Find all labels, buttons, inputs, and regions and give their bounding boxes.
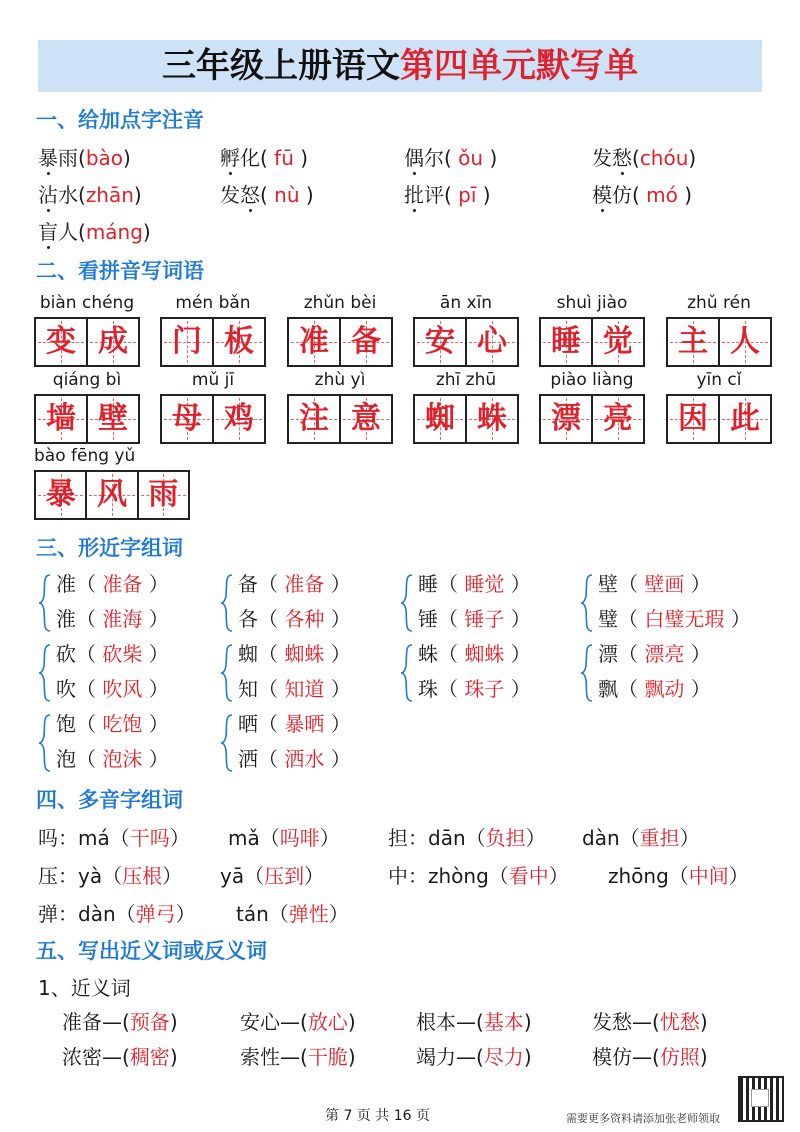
char-cell: 主 (668, 319, 718, 365)
char-cell: 雨 (137, 472, 188, 518)
similar-char-line: 飘（ 飘动 ） (598, 677, 711, 701)
similar-char-line: 饱（ 吃饱 ） (56, 712, 169, 736)
similar-char-group (400, 568, 580, 638)
pinyin: shuì jiào (556, 293, 628, 313)
char-cell: 注 (289, 396, 339, 442)
similar-char-line: 璧（ 白璧无瑕 ） (598, 607, 751, 631)
similar-char-line: 砍（ 砍柴 ） (56, 642, 169, 666)
char-cell: 暴 (36, 472, 85, 518)
synonym-item: 安心—(放心) (240, 1010, 356, 1034)
polyphone-item: mǎ（吗啡） (228, 826, 340, 850)
polyphone-item: yā（压到） (220, 864, 325, 888)
word-box (413, 293, 519, 367)
char-cell: 蛛 (465, 396, 517, 442)
word-box (287, 370, 393, 444)
brace-icon (38, 644, 52, 702)
word-box (539, 293, 645, 367)
char-cell: 风 (85, 472, 136, 518)
char-cell: 成 (86, 319, 138, 365)
polyphone-item: 弹：dàn（弹弓） (38, 902, 196, 926)
word-box (539, 370, 645, 444)
phonetic-item: 发愁(chóu) (592, 146, 697, 170)
brace-icon (220, 574, 234, 632)
char-cell: 亮 (591, 396, 643, 442)
phonetic-item: 盲人(máng) (38, 220, 151, 244)
phonetic-item: 批评( pī ) (404, 183, 491, 207)
word-box (666, 293, 772, 367)
char-cell: 觉 (591, 319, 643, 365)
pinyin: ān xīn (439, 293, 493, 313)
phonetic-item: 孵化( fū ) (220, 146, 309, 170)
synonym-item: 浓密—(稠密) (62, 1045, 178, 1069)
subheading-synonyms: 1、近义词 (38, 976, 131, 1000)
page-number: 第 7 页 共 16 页 (325, 1108, 430, 1124)
synonym-item: 模仿—(仿照) (592, 1045, 708, 1069)
char-cell: 蜘 (415, 396, 465, 442)
brace-icon (580, 574, 594, 632)
char-cell: 墙 (36, 396, 86, 442)
synonym-item: 竭力—(尽力) (416, 1045, 532, 1069)
char-cell: 睡 (541, 319, 591, 365)
char-cell: 此 (718, 396, 770, 442)
pinyin: zhǔn bèi (303, 293, 377, 313)
similar-char-line: 准（ 准备 ） (56, 572, 169, 596)
word-box (413, 370, 519, 444)
similar-char-line: 睡（ 睡觉 ） (418, 572, 531, 596)
similar-char-group (38, 708, 218, 778)
brace-icon (580, 644, 594, 702)
word-box (160, 293, 266, 367)
char-cell: 因 (668, 396, 718, 442)
brace-icon (38, 714, 52, 772)
char-cell: 漂 (541, 396, 591, 442)
synonym-item: 发愁—(忧愁) (592, 1010, 708, 1034)
char-cell: 意 (339, 396, 391, 442)
char-cell: 准 (289, 319, 339, 365)
polyphone-item: dàn（重担） (582, 826, 700, 850)
similar-char-line: 晒（ 暴晒 ） (238, 712, 351, 736)
char-cell: 门 (162, 319, 212, 365)
similar-char-line: 备（ 准备 ） (238, 572, 351, 596)
synonym-item: 索性—(干脆) (240, 1045, 356, 1069)
similar-char-line: 吹（ 吹风 ） (56, 677, 169, 701)
pinyin: zhǔ rén (687, 293, 751, 313)
polyphone-item: 吗：má（干吗） (38, 826, 190, 850)
pinyin: bào fēng yǔ (34, 446, 136, 466)
similar-char-line: 蛛（ 蜘蛛 ） (418, 642, 531, 666)
brace-icon (220, 714, 234, 772)
similar-char-line: 珠（ 珠子 ） (418, 677, 531, 701)
word-box (287, 293, 393, 367)
similar-char-line: 蜘（ 蜘蛛 ） (238, 642, 351, 666)
footer-note: 需要更多资料请添加张老师领取 (566, 1112, 720, 1125)
pinyin: zhù yì (314, 370, 366, 390)
polyphone-item: zhōng（中间） (608, 864, 749, 888)
similar-char-group (38, 568, 218, 638)
phonetic-item: 暴雨(bào) (38, 146, 131, 170)
char-cell: 心 (465, 319, 517, 365)
pinyin: biàn chéng (39, 293, 135, 313)
qr-code-center (751, 1089, 769, 1107)
similar-char-group (220, 568, 400, 638)
similar-char-line: 各（ 各种 ） (238, 607, 351, 631)
polyphone-item: 中：zhòng（看中） (388, 864, 569, 888)
synonym-item: 根本—(基本) (416, 1010, 532, 1034)
page-title: 三年级上册语文第四单元默写单 (38, 40, 762, 92)
similar-char-line: 壁（ 壁画 ） (598, 572, 711, 596)
similar-char-group (400, 638, 580, 708)
word-box (34, 370, 140, 444)
brace-icon (400, 574, 414, 632)
pinyin: zhī zhū (435, 370, 497, 390)
similar-char-line: 知（ 知道 ） (238, 677, 351, 701)
section-heading-2: 二、看拼音写词语 (36, 259, 204, 283)
similar-char-line: 漂（ 漂亮 ） (598, 642, 711, 666)
char-cell: 变 (36, 319, 86, 365)
section-heading-4: 四、多音字组词 (36, 788, 183, 812)
pinyin: mǔ jī (191, 370, 235, 390)
char-cell: 壁 (86, 396, 138, 442)
similar-char-line: 洒（ 洒水 ） (238, 747, 351, 771)
pinyin: qiáng bì (52, 370, 122, 390)
similar-char-group (580, 638, 760, 708)
similar-char-line: 淮（ 淮海 ） (56, 607, 169, 631)
similar-char-group (580, 568, 760, 638)
char-cell: 备 (339, 319, 391, 365)
pinyin: yīn cǐ (696, 370, 742, 390)
pinyin: mén bǎn (175, 293, 251, 313)
synonym-item: 准备—(预备) (62, 1010, 178, 1034)
char-cell: 板 (212, 319, 264, 365)
brace-icon (220, 644, 234, 702)
phonetic-item: 偶尔( ǒu ) (404, 146, 498, 170)
brace-icon (38, 574, 52, 632)
similar-char-group (220, 708, 400, 778)
char-cell: 鸡 (212, 396, 264, 442)
similar-char-line: 泡（ 泡沫 ） (56, 747, 169, 771)
polyphone-item: 压：yà（压根） (38, 864, 183, 888)
polyphone-item: 担：dān（负担） (388, 826, 546, 850)
similar-char-group (220, 638, 400, 708)
section-heading-5: 五、写出近义词或反义词 (36, 939, 267, 963)
pinyin: piào liàng (550, 370, 634, 390)
section-heading-3: 三、形近字组词 (36, 536, 183, 560)
word-box (34, 293, 140, 367)
char-cell: 人 (718, 319, 770, 365)
word-box (34, 446, 190, 520)
phonetic-item: 沾水(zhān) (38, 183, 142, 207)
char-cell: 母 (162, 396, 212, 442)
brace-icon (400, 644, 414, 702)
similar-char-group (38, 638, 218, 708)
polyphone-item: tán（弹性） (236, 902, 349, 926)
similar-char-line: 锤（ 锤子 ） (418, 607, 531, 631)
word-box (666, 370, 772, 444)
char-cell: 安 (415, 319, 465, 365)
section-heading-1: 一、给加点字注音 (36, 108, 204, 132)
phonetic-item: 发怒( nù ) (220, 183, 314, 207)
word-box (160, 370, 266, 444)
phonetic-item: 模仿( mó ) (592, 183, 693, 207)
